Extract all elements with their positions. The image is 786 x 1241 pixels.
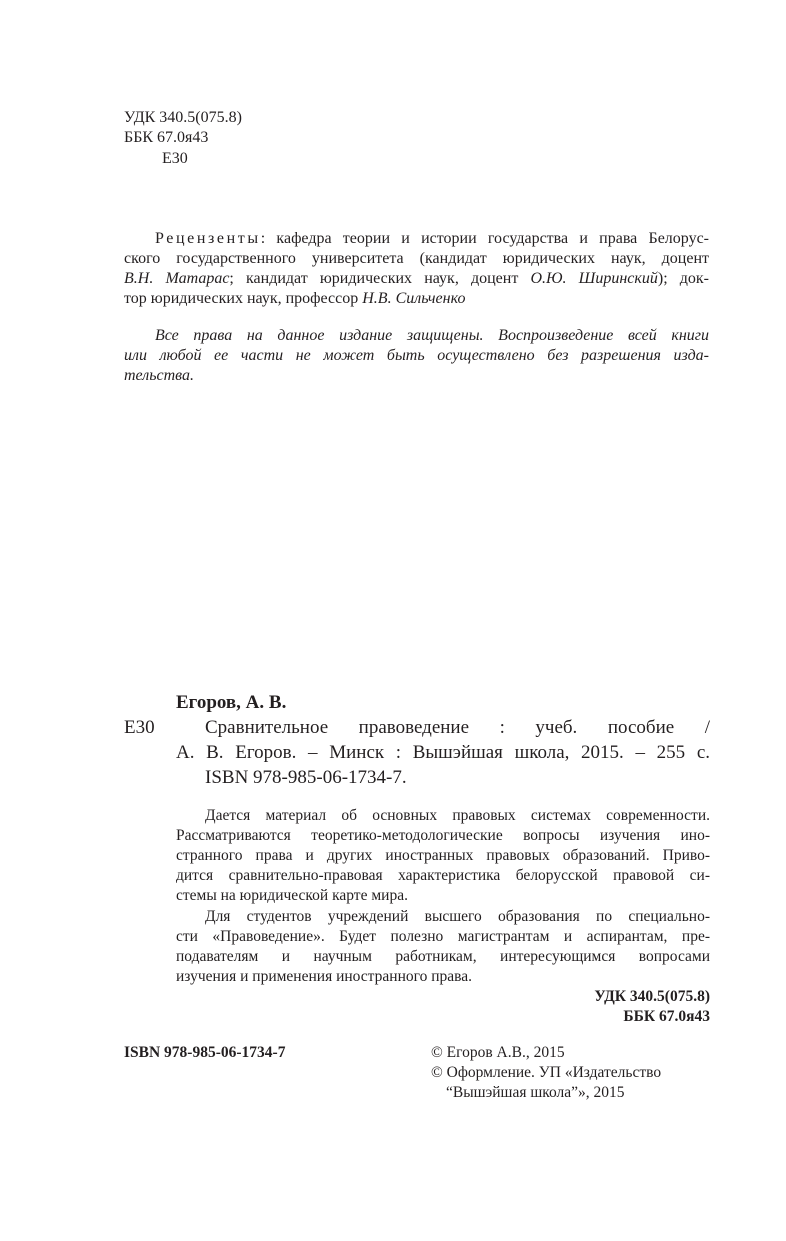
rights-line-2: или любой ее части не может быть осуществлено без разрешения изда-: [124, 347, 709, 364]
bbk-code-top: ББК 67.0я43: [124, 129, 209, 146]
annotation-p2-line-2: сти «Правоведение». Будет полезно магистрантам и аспирантам, пре-: [176, 928, 710, 945]
reviewer-name-2: О.Ю. Ширинский: [530, 270, 658, 287]
annotation-p1-line-4: дится сравнительно-правовая характеристика белорусской правовой си-: [176, 867, 710, 884]
reviewers-text-1: : кафедра теории и истории государства и права Белорус-: [260, 230, 709, 247]
copyright-design-line-2: “Вышэйшая школа”», 2015: [446, 1084, 625, 1101]
udk-code-bottom: УДК 340.5(075.8): [594, 988, 710, 1005]
reviewers-text-3b: ); док-: [657, 270, 710, 287]
reviewers-text-4: тор юридических наук, профессор: [124, 290, 363, 307]
catalog-author: Егоров, А. В.: [176, 692, 287, 713]
reviewer-name-3: Н.В. Сильченко: [362, 290, 466, 307]
reviewers-text-3a: ; кандидат юридических наук, доцент: [229, 270, 531, 287]
catalog-isbn: ISBN 978-985-06-1734-7.: [205, 767, 407, 788]
catalog-code: Е30: [124, 717, 155, 738]
reviewers-line-4: [124, 289, 465, 309]
annotation-p1-line-1: Дается материал об основных правовых системах современности.: [205, 807, 710, 824]
annotation-p2-line-3: подавателям и научным работникам, интересующимся вопросами: [176, 948, 710, 965]
reviewer-name-1: В.Н. Матарас: [124, 270, 230, 287]
copyright-author: © Егоров А.В., 2015: [431, 1044, 565, 1061]
reviewers-line-3: [124, 269, 709, 289]
footer-isbn: ISBN 978-985-06-1734-7: [124, 1044, 286, 1061]
annotation-p2-line-4: изучения и применения иностранного права.: [176, 968, 473, 985]
copyright-design-line-1: © Оформление. УП «Издательство: [431, 1064, 662, 1081]
bbk-code-bottom: ББК 67.0я43: [623, 1008, 710, 1025]
annotation-p1-line-2: Рассматриваются теоретико-методологические вопросы изучения ино-: [176, 827, 710, 844]
rights-line-3: тельства.: [124, 367, 195, 384]
udk-code-top: УДК 340.5(075.8): [124, 109, 242, 126]
reviewers-line-1: [155, 229, 709, 249]
reviewers-line-2: ского государственного университета (кандидат юридических наук, доцент: [124, 250, 709, 267]
annotation-p1-line-3: странного права и других иностранных правовых образований. Приво-: [176, 847, 710, 864]
reviewers-label: Рецензенты: [155, 230, 261, 247]
catalog-title-line-2: А. В. Егоров. – Минск : Вышэйшая школа, 2015. – 255 с.: [176, 742, 710, 763]
catalog-title-line-1: Сравнительное правоведение : учеб. пособие /: [205, 717, 710, 738]
author-mark-top: Е30: [162, 150, 188, 167]
rights-line-1: Все права на данное издание защищены. Воспроизведение всей книги: [155, 327, 709, 344]
annotation-p2-line-1: Для студентов учреждений высшего образования по специально-: [205, 908, 710, 925]
annotation-p1-line-5: стемы на юридической карте мира.: [176, 887, 408, 904]
